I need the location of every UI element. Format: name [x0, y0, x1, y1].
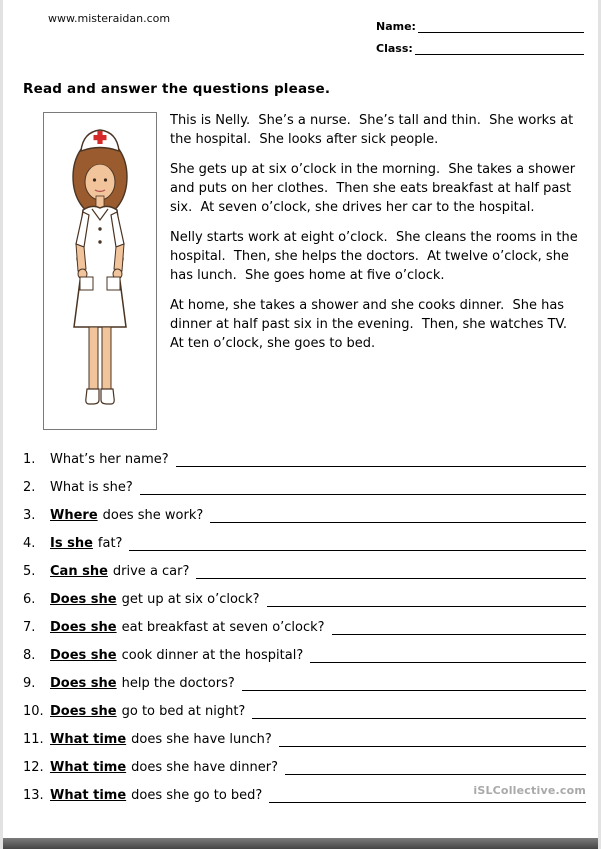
website-url: www.misteraidan.com: [48, 12, 171, 25]
answer-blank-line: [210, 510, 586, 523]
reading-section: [43, 112, 588, 430]
question-number: 1.: [23, 452, 36, 467]
dress-button: [98, 227, 101, 230]
question-row-10: [23, 697, 586, 719]
class-row: [376, 42, 584, 55]
answer-blank-line: [332, 622, 586, 635]
answer-blank-line: [267, 594, 586, 607]
answer-blank-line: [196, 566, 586, 579]
nurse-shoe-right: [101, 389, 114, 404]
question-keyword: Does she: [50, 592, 117, 607]
question-keyword: Does she: [50, 648, 117, 663]
question-number: 4.: [23, 536, 36, 551]
question-number: 11.: [23, 732, 44, 747]
question-row-4: [23, 529, 586, 551]
question-number: 5.: [23, 564, 36, 579]
passage-paragraph-3: Nelly starts work at eight o’clock. She cleans the rooms in the hospital. Then, she helps the doctors. At twelve o’clock, she has lunch. She goes home at five o’clock.: [170, 229, 582, 283]
question-keyword: Does she: [50, 676, 117, 691]
question-text: does she go to bed?: [131, 788, 263, 803]
page-header: [3, 0, 598, 64]
cap-cross-horizontal: [94, 135, 107, 140]
question-row-1: [23, 445, 586, 467]
question-row-9: [23, 669, 586, 691]
name-row: [376, 20, 584, 33]
question-row-7: [23, 613, 586, 635]
passage-paragraph-2: She gets up at six o’clock in the morning. She takes a shower and puts on her clothes. Then she eats breakfast at half past six. At seven o’clock, she drives her car to the hospital.: [170, 161, 580, 215]
question-number: 13.: [23, 788, 44, 803]
question-number: 7.: [23, 620, 36, 635]
question-number: 6.: [23, 592, 36, 607]
question-number: 2.: [23, 480, 36, 495]
instruction-heading: Read and answer the questions please.: [23, 81, 331, 97]
question-text: fat?: [97, 536, 123, 551]
answer-blank-line: [279, 734, 586, 747]
question-number: 8.: [23, 648, 36, 663]
answer-blank-line: [285, 762, 586, 775]
question-text: What is she?: [50, 480, 133, 495]
question-text: does she have lunch?: [131, 732, 272, 747]
question-text: does she have dinner?: [131, 760, 279, 775]
question-row-8: [23, 641, 586, 663]
question-number: 3.: [23, 508, 36, 523]
dress-pocket-left: [80, 277, 93, 290]
passage-paragraph-4: At home, she takes a shower and she cooks dinner. She has dinner at half past six in the evening. Then, she watches TV. At ten o’clock, she goes to bed.: [170, 297, 576, 351]
nurse-leg-right: [102, 327, 111, 389]
question-text: eat breakfast at seven o’clock?: [121, 620, 325, 635]
question-keyword: Can she: [50, 564, 108, 579]
nurse-right-forearm: [114, 244, 124, 271]
islcollective-watermark: iSLCollective.com: [473, 784, 586, 797]
answer-blank-line: [252, 706, 586, 719]
question-number: 10.: [23, 704, 44, 719]
question-row-2: [23, 473, 586, 495]
nurse-face: [85, 164, 115, 200]
dress-pocket-right: [107, 277, 120, 290]
question-text: get up at six o’clock?: [121, 592, 260, 607]
question-keyword: Does she: [50, 620, 117, 635]
question-keyword: What time: [50, 732, 127, 747]
question-keyword: Where: [50, 508, 98, 523]
name-blank-line: [418, 21, 584, 33]
question-row-3: [23, 501, 586, 523]
question-text: What’s her name?: [50, 452, 169, 467]
nurse-left-forearm: [76, 244, 86, 271]
question-keyword: What time: [50, 788, 127, 803]
question-row-5: [23, 557, 586, 579]
answer-blank-line: [242, 678, 586, 691]
name-class-block: [376, 8, 584, 64]
answer-blank-line: [176, 454, 586, 467]
question-number: 9.: [23, 676, 36, 691]
class-blank-line: [415, 43, 584, 55]
question-text: drive a car?: [112, 564, 190, 579]
question-text: go to bed at night?: [121, 704, 246, 719]
question-row-6: [23, 585, 586, 607]
question-number: 12.: [23, 760, 44, 775]
class-label: Class:: [376, 42, 413, 55]
nurse-eye-left: [93, 178, 96, 181]
answer-blank-line: [140, 482, 586, 495]
question-row-11: [23, 725, 586, 747]
dress-button: [98, 240, 101, 243]
nurse-leg-left: [89, 327, 98, 389]
question-text: does she work?: [102, 508, 204, 523]
bottom-gray-bar: [3, 838, 598, 849]
question-row-12: [23, 753, 586, 775]
nurse-illustration: [47, 117, 153, 425]
question-text: cook dinner at the hospital?: [121, 648, 304, 663]
nurse-eye-right: [104, 178, 107, 181]
answer-blank-line: [129, 538, 586, 551]
question-text: help the doctors?: [121, 676, 235, 691]
nurse-image-frame: [43, 112, 157, 430]
passage-paragraph-1: This is Nelly. She’s a nurse. She’s tall and thin. She works at the hospital. She looks after sick people.: [170, 113, 578, 147]
reading-passage: [170, 112, 586, 430]
nurse-shoe-left: [86, 389, 99, 404]
question-keyword: Is she: [50, 536, 93, 551]
answer-blank-line: [310, 650, 586, 663]
question-keyword: What time: [50, 760, 127, 775]
questions-list: [23, 445, 586, 803]
question-keyword: Does she: [50, 704, 117, 719]
name-label: Name:: [376, 20, 416, 33]
